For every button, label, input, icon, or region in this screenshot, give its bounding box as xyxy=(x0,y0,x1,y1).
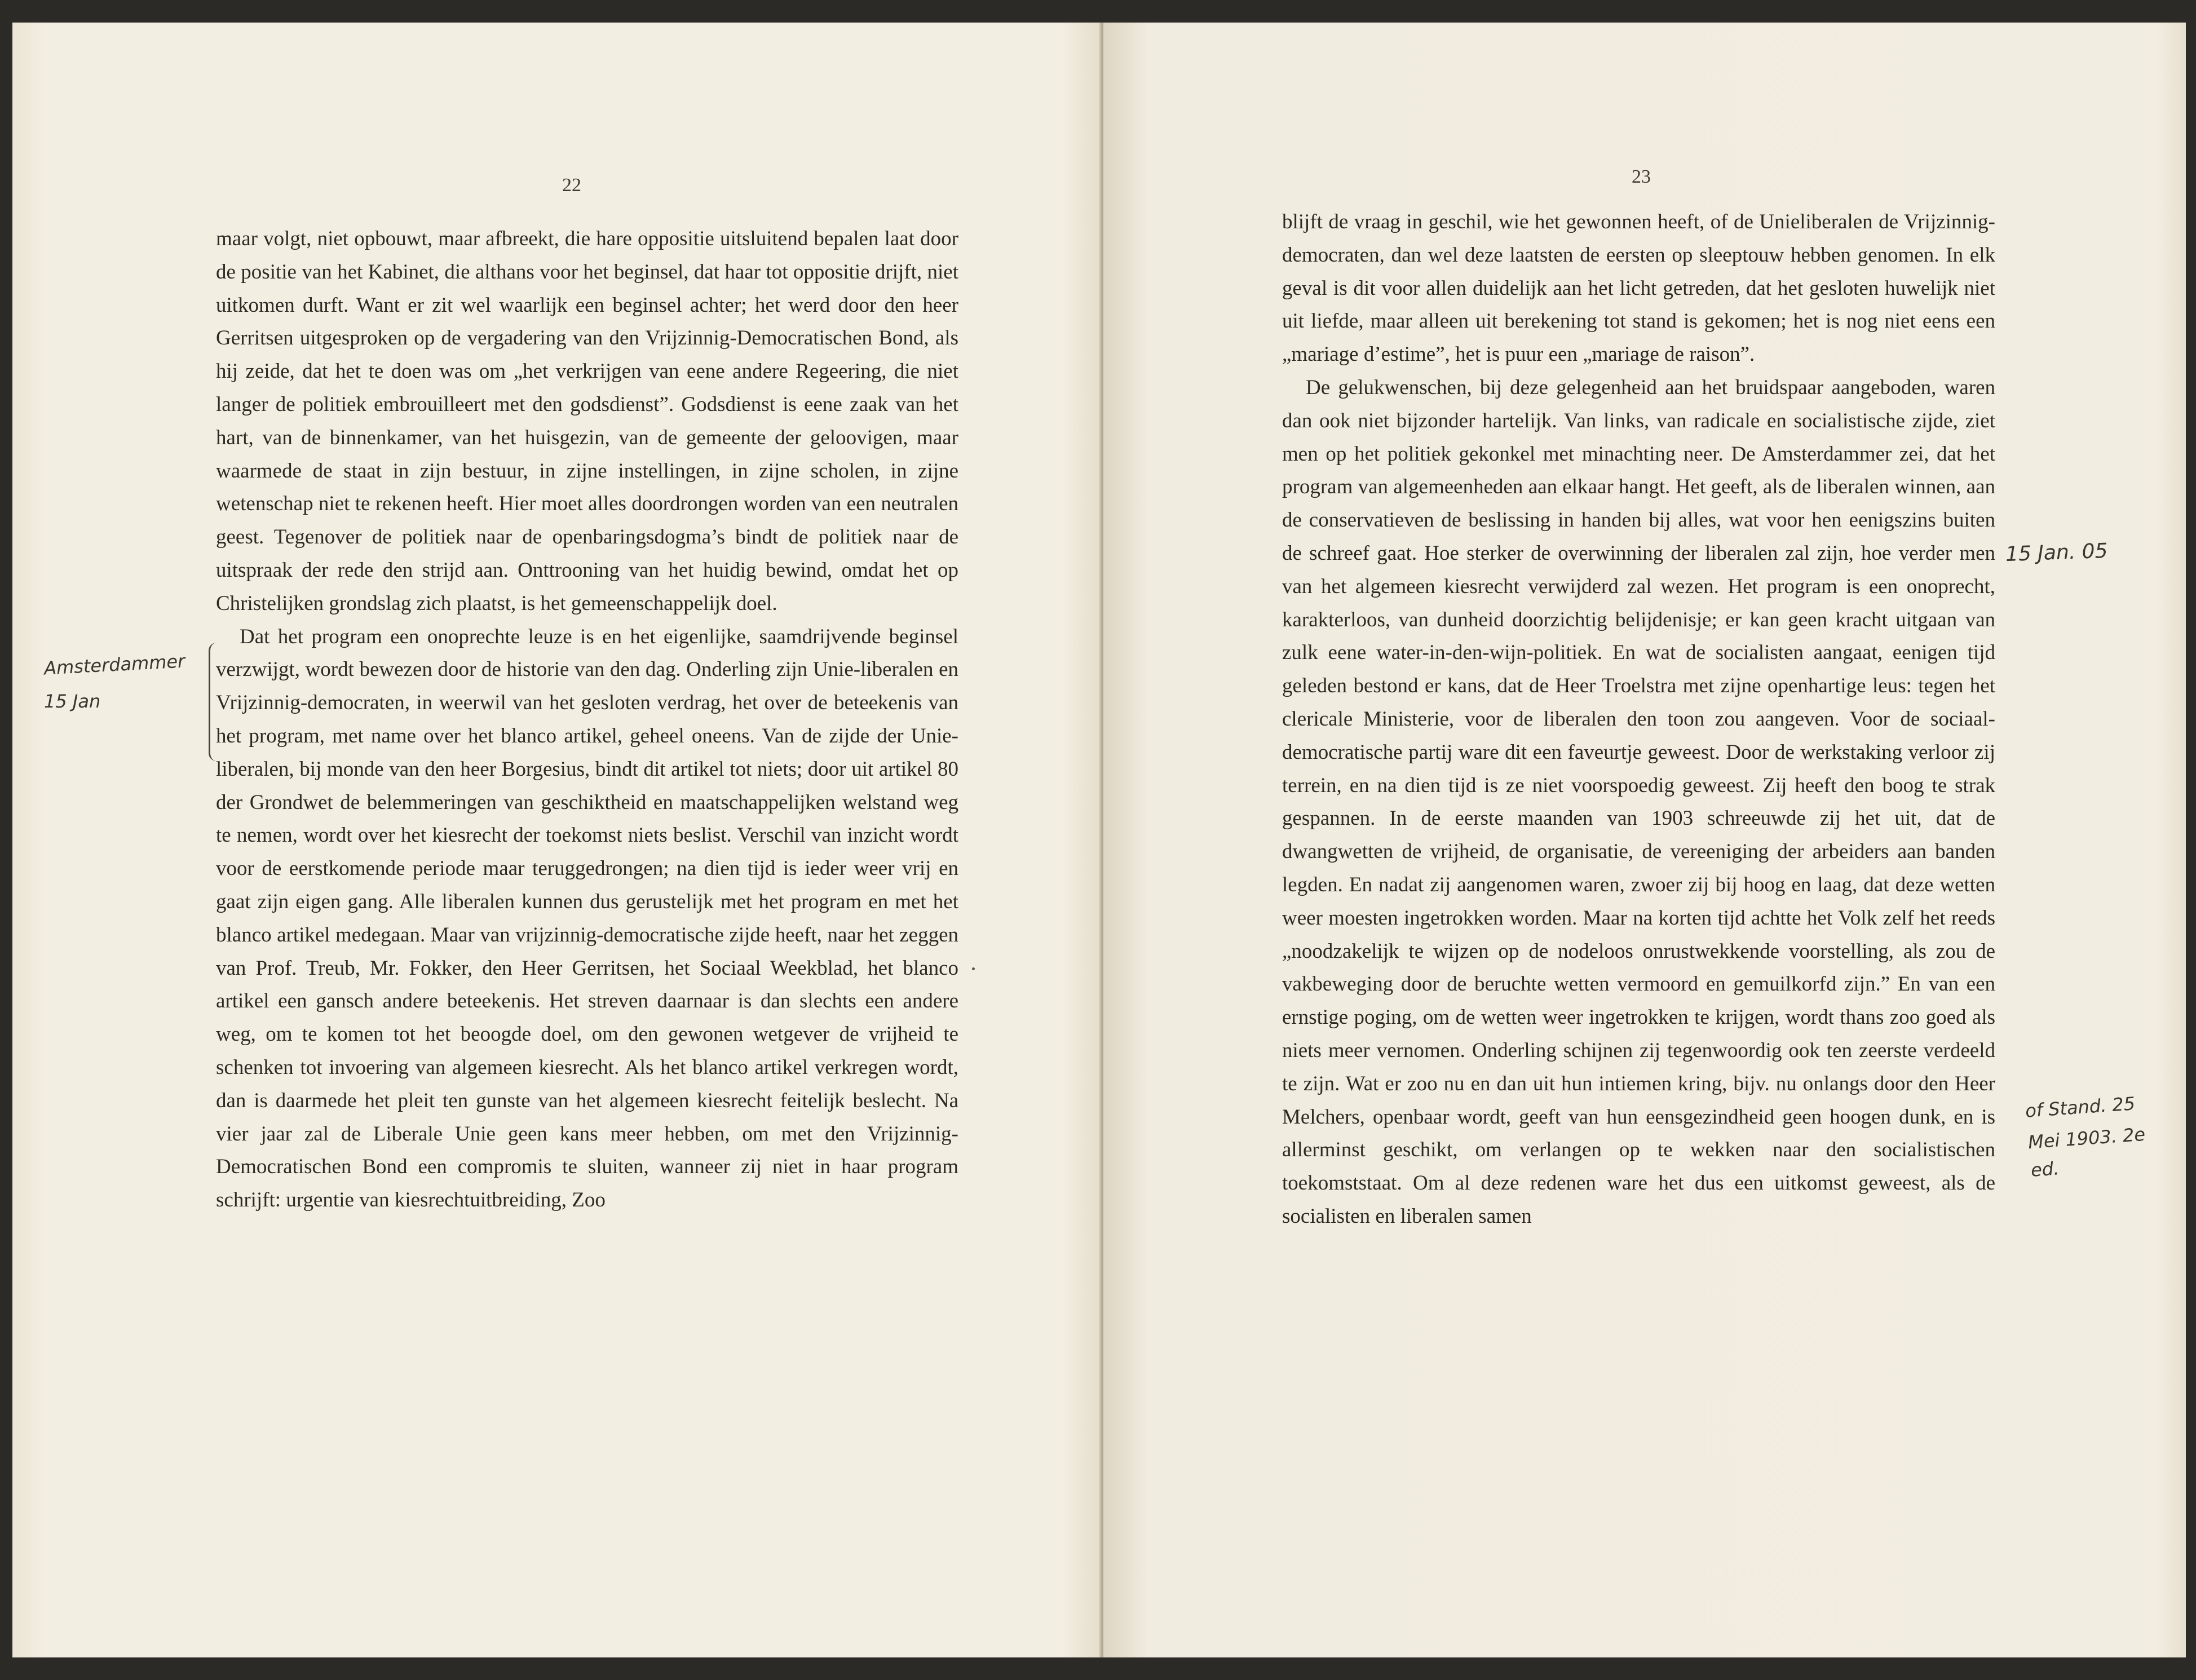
handwritten-note: 15 Jan. 05 xyxy=(2005,539,2109,567)
page-number-right: 23 xyxy=(1632,166,1651,187)
paragraph: De gelukwenschen, bij deze gelegenheid aan het bruidspaar aangeboden, waren dan ook niet bijzonder hartelijk. Van links, van radicale en socialistische zijde, ziet men op het politiek gekonkel met minachting neer. De Amsterdammer zei, dat het program van algemeenheden aan elkaar hangt. Het geeft, als de liberalen winnen, aan de conservatieven de beslissing in handen bij alles, wat voor hen eenigszins buiten de schreef gaat. Hoe sterker de overwinning der liberalen zal zijn, hoe verder men van het algemeen kiesrecht verwijderd zal wezen. Het program is een onoprecht, karakterloos, van dunheid doorzichtig belijdenisje; er kan geen kracht uitgaan van zulk eene water-in-den-wijn-politiek. En wat de socialisten aangaat, eenigen tijd geleden bestond er kans, dat de Heer Troelstra met zijne openhartige leus: tegen het clericale Ministerie, voor de liberalen den toon zou aangeven. Voor de sociaal-democratische partij ware dit een faveurtje geweest. Door de werkstaking verloor zij terrein, en na dien tijd is ze niet voorspoedig geweest. Zij heeft den boog te strak gespannen. In de eerste maanden van 1903 schreeuwde zij het uit, dat de dwangwetten de vrijheid, de organisatie, de vereeniging der arbeiders aan banden legden. En nadat zij aangenomen waren, zwoer zij bij hoog en laag, dat deze wetten weer moesten ingetrokken worden. Maar na korten tijd achtte het Volk zelf het reeds „noodzakelijk te wijzen op de nodeloos onrustwekkende voorstelling, als zou de vakbeweging door de beruchte wetten vermoord en gemuilkorfd zijn.” En van een ernstige poging, om de wetten weer ingetrokken te krijgen, wordt thans zoo goed als niets meer vernomen. Onderling schijnen zij tegenwoordig ook ten zeerste verdeeld te zijn. Wat er zoo nu en dan uit hun intiemen kring, bijv. nu onlangs door den Heer Melchers, openbaar wordt, geeft van hun eensgezindheid geen hoogen dunk, en is allerminst geschikt, om verlangen op te wekken naar den socialistischen toekomststaat. Om al deze redenen ware het dus een uitkomst geweest, als de socialisten en liberalen samen xyxy=(1282,375,1995,1228)
paragraph: blijft de vraag in geschil, wie het gewonnen heeft, of de Unieliberalen de Vrijzinnig-democraten, dan wel deze laatsten de eersten op sleeptouw hebben genomen. In elk geval is dit voor allen duidelijk aan het licht getreden, dat het gesloten huwelijk niet uit liefde, maar alleen uit berekening tot stand is gekomen; het is nog niet eens een „mariage d’estime”, het is puur een „mariage de raison”. xyxy=(1282,210,1995,366)
ink-mark xyxy=(972,967,975,970)
paragraph: maar volgt, niet opbouwt, maar afbreekt, die hare oppositie uitsluitend bepalen laat door de positie van het Kabinet, die althans voor het beginsel, dat haar tot oppositie drijft, niet uitkomen durft. Want er zit wel waarlijk een beginsel achter; het werd door den heer Gerritsen uitgesproken op de vergadering van den Vrijzinnig-Democratischen Bond, als hij zeide, dat het te doen was om „het verkrijgen van eene andere Regeering, die niet langer de politiek embrouilleert met den godsdienst”. Godsdienst is eene zaak van het hart, van de binnenkamer, van het huisgezin, van de gemeente der geloovigen, maar waarmede de staat in zijn bestuur, in zijne instellingen, in zijne scholen, in zijne wetenschap niet te rekenen heeft. Hier moet alles doordrongen worden van een neutralen geest. Tegenover de politiek naar de openbaringsdogma’s bindt de politiek naar de uitspraak der rede den strijd aan. Onttrooning van het huidig bewind, omdat het op Christelijken grondslag zich plaatst, is het gemeenschappelijk doel. xyxy=(216,227,958,615)
handwritten-note: 15 Jan xyxy=(44,691,101,712)
margin-bracket xyxy=(209,643,219,761)
left-page-text xyxy=(216,223,958,1217)
book-spread xyxy=(12,23,2186,1657)
left-page xyxy=(12,23,1103,1657)
handwritten-note: Mei 1903. 2e xyxy=(2027,1123,2146,1153)
right-page xyxy=(1103,23,2186,1657)
handwritten-note: Amsterdammer xyxy=(43,650,186,679)
right-page-text xyxy=(1282,206,1995,1234)
page-number-left: 22 xyxy=(562,175,581,196)
handwritten-note: of Stand. 25 xyxy=(2024,1093,2136,1122)
paragraph: Dat het program een onoprechte leuze is en het eigenlijke, saamdrijvende beginsel verzwijgt, wordt bewezen door de historie van den dag. Onderling zijn Unie-liberalen en Vrijzinnig-democraten, in weerwil van het gesloten verdrag, het over de beteekenis van het program, met name over het blanco artikel, geheel oneens. Van de zijde der Unie-liberalen, bij monde van den heer Borgesius, bindt dit artikel tot niets; door uit artikel 80 der Grondwet de belemmeringen van geschiktheid en maatschappelijken welstand weg te nemen, wordt over het kiesrecht der toekomst niets beslist. Verschil van inzicht wordt voor de eerstkomende periode maar teruggedrongen; na dien tijd is ieder weer vrij en gaat zijn eigen gang. Alle liberalen kunnen dus gerustelijk met het program en met het blanco artikel medegaan. Maar van vrijzinnig-democratische zijde heeft, naar het zeggen van Prof. Treub, Mr. Fokker, den Heer Gerritsen, het Sociaal Weekblad, het blanco artikel een gansch andere beteekenis. Het streven daarnaar is dan slechts een andere weg, om te komen tot het beoogde doel, om den gewonen wetgever de vrijheid te schenken tot invoering van algemeen kiesrecht. Als het blanco artikel verkregen wordt, dan is daarmede het pleit ten gunste van het algemeen kiesrecht feitelijk beslecht. Na vier jaar zal de Liberale Unie geen kans meer hebben, om met den Vrijzinnig-Democratischen Bond een compromis te sluiten, wanneer zij niet in haar program schrijft: urgentie van kiesrechtuitbreiding, Zoo xyxy=(216,625,958,1212)
handwritten-note: ed. xyxy=(2030,1157,2060,1181)
